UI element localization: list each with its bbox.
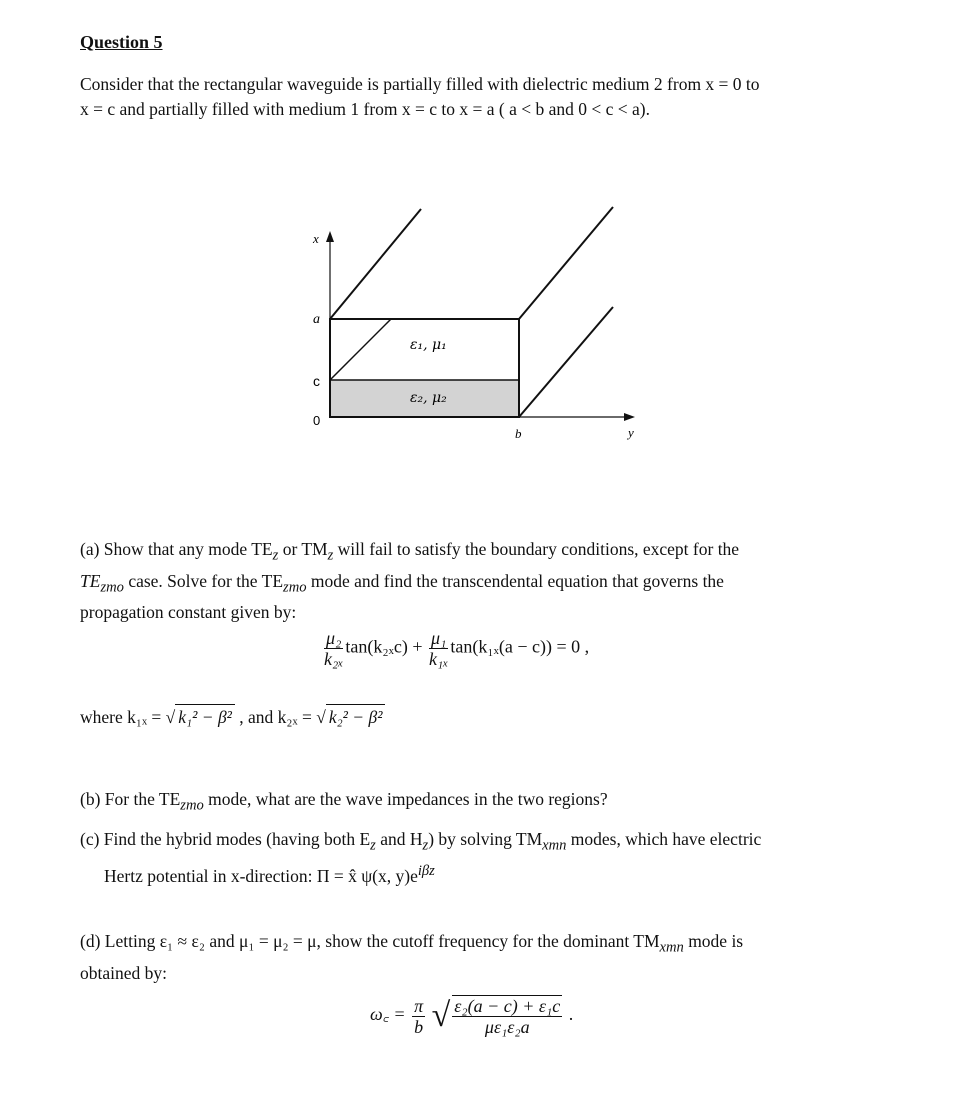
interior-diagonal <box>330 319 391 380</box>
region-2-label: ε₂, μ₂ <box>410 390 447 406</box>
part-c-sub-1: z <box>370 837 376 854</box>
cutoff-rad-den: με₁ε₂a <box>484 1017 530 1037</box>
part-d-line-2: obtained by: <box>80 962 167 983</box>
where-prefix: where k₁ₓ = √ <box>80 707 176 727</box>
edge-top-left <box>330 209 421 319</box>
cutoff-lhs: ω꜀ = <box>370 1004 406 1025</box>
part-a-line-3: propagation constant given by: <box>80 602 297 622</box>
part-d-line-1 <box>80 929 870 961</box>
question-heading: Question 5 <box>80 32 163 52</box>
part-a-sub-2: z <box>327 547 334 564</box>
part-c-line-1 <box>80 827 870 859</box>
eq-num-1: μ₂ <box>324 628 343 649</box>
eq-fraction-2 <box>429 628 448 669</box>
part-b-paragraph <box>80 787 870 819</box>
part-c-sub-3: xmn <box>542 837 567 854</box>
intro-line-2: x = c and partially filled with medium 1 from x = c to x = a ( a < b and 0 < c < a). <box>80 99 650 119</box>
cutoff-period: . <box>568 1004 574 1025</box>
part-a-text-3: will fail to satisfy the boundary conditions, except for the <box>333 539 740 559</box>
eq-den-2: k₁ₓ <box>429 649 449 669</box>
x-axis-arrow <box>326 231 334 242</box>
part-a-text-4: TE <box>80 570 101 591</box>
part-d-paragraph <box>80 929 870 986</box>
part-b-text-2: mode, what are the wave impedances in the two regions? <box>203 789 608 809</box>
part-a-line-1 <box>80 537 870 569</box>
part-c-sub-2: z <box>422 837 429 854</box>
axis-x-label: x <box>313 231 319 246</box>
cutoff-rad-num: ε₂(a − c) + ε₁c <box>454 996 561 1016</box>
part-c-text-2: and H <box>375 829 423 849</box>
eq-num-2: μ₁ <box>429 628 448 649</box>
y-axis-arrow <box>624 413 635 421</box>
eq-tan-2: tan(k₁ₓ(a − c)) = 0 , <box>450 636 590 657</box>
edge-bottom-right <box>519 307 613 417</box>
where-line <box>80 704 870 730</box>
part-a-text-1: (a) Show that any mode TE <box>80 539 273 559</box>
part-c-sup: iβz <box>417 862 435 879</box>
part-b-text-1: (b) For the TE <box>80 789 181 809</box>
part-d-sub: xmn <box>659 939 684 956</box>
part-a-sub-4: zmo <box>283 579 307 595</box>
part-c-text-5: Hertz potential in x-direction: Π = x̂ ψ(x, y)e <box>104 865 418 886</box>
intro-line-1: Consider that the rectangular waveguide is partially filled with dielectric medium 2 from x = 0 to <box>80 74 760 94</box>
eq-tan-1: tan(k₂ₓc) + <box>345 636 423 657</box>
part-c-line-2 <box>80 859 870 889</box>
tick-0-label: 0 <box>313 413 321 428</box>
where-radicand-1: k₁² − β² <box>175 704 235 730</box>
edge-top-right <box>519 207 613 319</box>
part-a-line-2 <box>80 569 870 601</box>
transcendental-equation <box>322 628 589 669</box>
part-c-paragraph <box>80 827 870 888</box>
region-1-label: ε₁, μ₁ <box>410 337 447 353</box>
sqrt-symbol: √ <box>431 997 451 1034</box>
part-a-text-6: mode and find the transcendental equation that governs the <box>306 570 724 591</box>
cutoff-equation <box>370 995 573 1037</box>
part-c-text-1: (c) Find the hybrid modes (having both E <box>80 829 371 849</box>
cutoff-pi: π <box>414 995 424 1016</box>
cutoff-b: b <box>414 1016 424 1037</box>
eq-fraction-1 <box>324 628 343 669</box>
part-a-text-2: or TM <box>278 539 328 559</box>
part-d-text-2: mode is <box>683 931 744 951</box>
part-d-text-1: (d) Letting ε₁ ≈ ε₂ and μ₁ = μ₂ = μ, show the cutoff frequency for the dominant TM <box>80 931 660 951</box>
eq-den-1: k₂ₓ <box>324 649 344 669</box>
tick-a-label: a <box>313 312 320 327</box>
part-b-sub: zmo <box>180 797 204 814</box>
tick-c-label: c <box>313 373 320 389</box>
where-radicand-2: k₂² − β² <box>326 704 386 730</box>
part-c-text-4: modes, which have electric <box>566 829 762 849</box>
cutoff-pi-over-b <box>412 996 425 1037</box>
part-a-text-5: case. Solve for the TE <box>123 570 284 591</box>
part-c-text-3: ) by solving TM <box>428 829 543 849</box>
part-a-paragraph <box>80 537 870 625</box>
axis-y-label: y <box>628 425 634 440</box>
part-a-sub-3: zmo <box>100 579 124 595</box>
waveguide-figure <box>0 0 965 460</box>
part-a-sub-1: z <box>272 547 279 564</box>
cutoff-radicand <box>452 995 562 1037</box>
where-mid: , and k₂ₓ = √ <box>234 707 326 727</box>
tick-b-label: b <box>515 426 522 441</box>
